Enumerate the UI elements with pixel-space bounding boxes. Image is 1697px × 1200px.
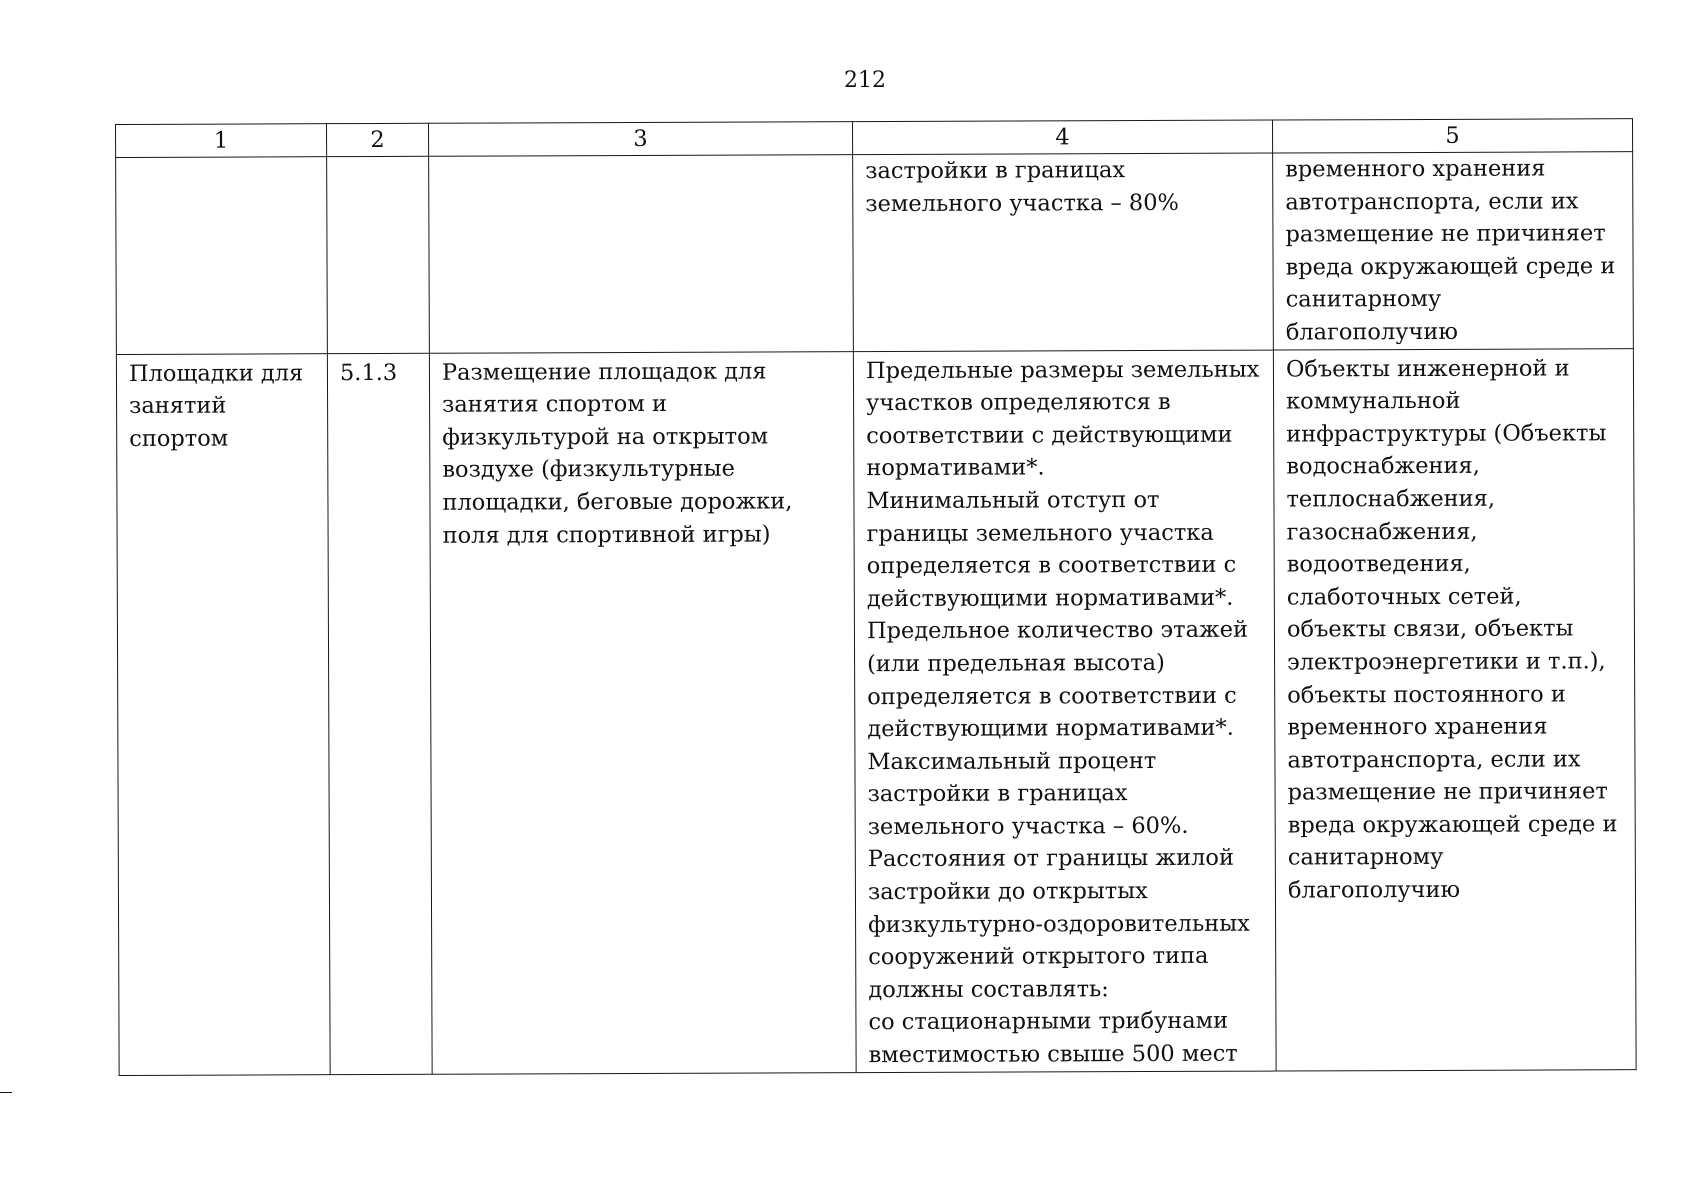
cell-text-line: вместимостью свыше 500 мест	[868, 1040, 1238, 1069]
cell-text-line: электроэнергетики и т.п.),	[1287, 648, 1606, 676]
cell-text-line: должны составлять:	[868, 976, 1109, 1003]
cell-text-line: объекты связи, объекты	[1286, 615, 1574, 643]
table-cell	[327, 156, 430, 353]
table-row-sports-grounds	[116, 348, 1636, 1075]
cell-text-line: поля для спортивной игры)	[442, 521, 771, 549]
cell-text-line: спортом	[129, 425, 229, 452]
cell-text-line: коммунальной	[1286, 387, 1461, 415]
cell-text-line: автотранспорта, если их	[1285, 187, 1579, 216]
cell-text-line: участков определяются в	[866, 389, 1171, 417]
land-use-table	[115, 118, 1637, 1075]
cell-text-line: благополучию	[1287, 876, 1461, 904]
table-cell	[116, 157, 328, 354]
cell-text-line: физкультурой на открытом	[442, 423, 769, 451]
cell-text-line: благополучию	[1285, 318, 1458, 346]
cell-text-line: Размещение площадок для	[441, 358, 767, 386]
table-cell	[429, 155, 854, 353]
table-cell-auxiliary-uses	[1273, 348, 1636, 1070]
table-cell-parameters	[853, 350, 1276, 1073]
page-number: 212	[844, 68, 886, 93]
column-header: 5	[1272, 119, 1632, 153]
cell-text-line: земельного участка – 80%	[865, 189, 1179, 217]
cell-text-line: действующими нормативами*.	[866, 584, 1234, 612]
cell-text-line: Объекты инженерной и	[1285, 354, 1570, 383]
cell-text-line: газоснабжения,	[1286, 518, 1478, 546]
cell-text-line: вреда окружающей среде и	[1285, 253, 1616, 281]
cell-text-line: временного хранения	[1285, 155, 1546, 183]
table-cell-code	[327, 353, 432, 1074]
column-header: 2	[327, 123, 429, 156]
column-header: 4	[852, 120, 1272, 155]
cell-text-line: санитарному	[1287, 844, 1444, 871]
cell-text-line: санитарному	[1285, 286, 1442, 313]
cell-text-line: автотранспорта, если их	[1287, 746, 1581, 774]
table-row-continuation	[116, 152, 1634, 354]
cell-text-line: занятий	[129, 392, 227, 420]
margin-mark	[0, 1092, 12, 1093]
cell-text-line: 5.1.3	[339, 359, 398, 386]
cell-text-line: Площадки для	[128, 359, 304, 387]
cell-text-line: водоснабжения,	[1286, 453, 1480, 480]
cell-text-line: Предельные размеры земельных	[865, 356, 1260, 384]
table-cell-description	[429, 351, 856, 1074]
cell-text-line: Минимальный отступ от	[866, 486, 1160, 515]
cell-text-line: слаботочных сетей,	[1286, 583, 1522, 611]
cell-text-line: размещение не причиняет	[1285, 220, 1606, 248]
cell-text-line: действующими нормативами*.	[867, 714, 1234, 743]
cell-text-line: объекты постоянного и	[1287, 680, 1566, 709]
cell-text-line: определяется в соответствии с	[866, 551, 1237, 580]
cell-text-line: застройки в границах	[865, 157, 1126, 185]
cell-text-line: застройки до открытых	[867, 878, 1148, 906]
cell-text-line: физкультурно-оздоровительных	[868, 910, 1250, 938]
cell-text-line: застройки в границах	[867, 780, 1128, 808]
cell-text-line: определяется в соответствии с	[867, 682, 1237, 710]
cell-text-line: Предельное количество этажей	[866, 616, 1249, 645]
table-cell-use-name	[116, 353, 330, 1075]
cell-text-line: временного хранения	[1287, 713, 1548, 741]
cell-text-line: Расстояния от границы жилой	[867, 845, 1234, 873]
cell-text-line: инфраструктуры (Объекты	[1286, 420, 1607, 448]
cell-text-line: со стационарными трибунами	[868, 1008, 1229, 1036]
cell-text-line: (или предельная высота)	[867, 649, 1165, 678]
cell-text-line: занятия спортом и	[442, 391, 667, 418]
cell-text-line: площадки, беговые дорожки,	[442, 488, 793, 516]
column-header: 1	[116, 124, 327, 158]
cell-text-line: Максимальный процент	[867, 747, 1157, 775]
cell-text-line: теплоснабжения,	[1286, 485, 1496, 513]
cell-text-line: водоотведения,	[1286, 550, 1471, 578]
cell-text-line: воздухе (физкультурные	[442, 455, 735, 484]
cell-text-line: размещение не причиняет	[1287, 778, 1608, 806]
table-cell	[853, 153, 1274, 351]
cell-text-line: соответствии с действующими	[866, 421, 1233, 449]
cell-text-line: границы земельного участка	[866, 519, 1214, 547]
cell-text-line: нормативами*.	[866, 454, 1045, 482]
cell-text-line: сооружений открытого типа	[868, 943, 1209, 971]
table-cell	[1273, 152, 1634, 350]
cell-text-line: земельного участка – 60%.	[867, 812, 1189, 840]
column-header: 3	[428, 122, 852, 157]
cell-text-line: вреда окружающей среде и	[1287, 811, 1618, 839]
